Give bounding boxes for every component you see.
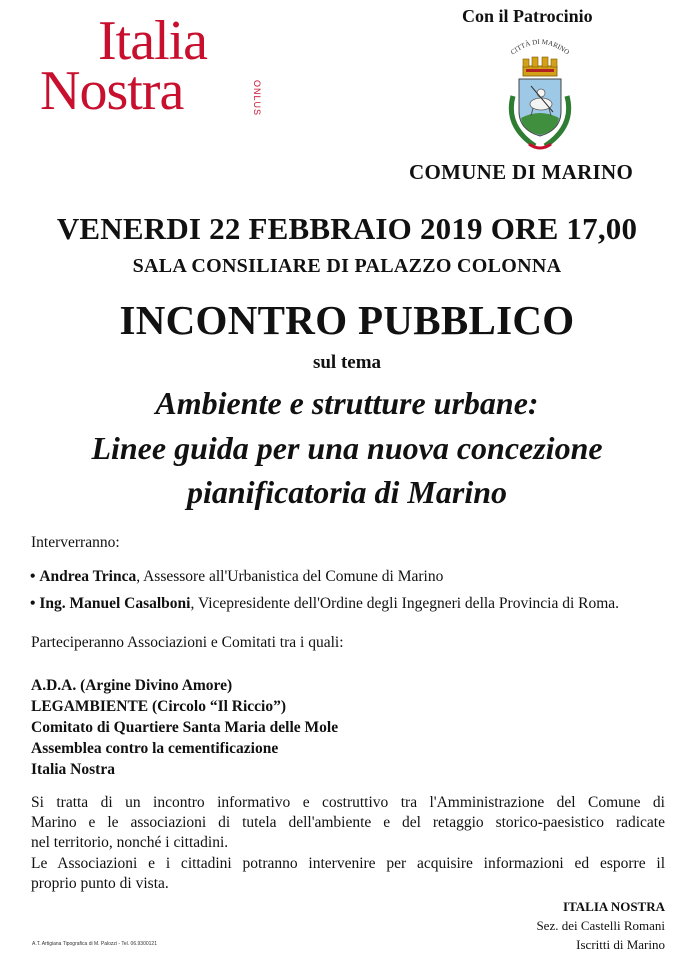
speakers-heading: Interverranno: (31, 534, 120, 551)
association-item: LEGAMBIENTE (Circolo “Il Riccio”) (31, 698, 287, 715)
signature-section: Sez. dei Castelli Romani (536, 918, 665, 933)
event-date: VENERDI 22 FEBBRAIO 2019 ORE 17,00 (56, 211, 638, 246)
signature-org: ITALIA NOSTRA (563, 899, 665, 914)
crown-icon (523, 57, 557, 76)
description-line: Si tratta di un incontro informativo e costruttivo tra l'Amministrazione del Comune di (31, 794, 665, 811)
patronage-label: Con il Patrocinio (462, 6, 593, 26)
event-theme-line-2: Linee guida per una nuova concezione (91, 430, 603, 466)
signature-members: Iscritti di Marino (576, 937, 665, 952)
bullet: • (30, 568, 36, 585)
bullet: • (30, 595, 36, 612)
event-subtitle: sul tema (312, 352, 382, 373)
event-theme-line-3: pianificatoria di Marino (186, 474, 508, 510)
association-item: A.D.A. (Argine Divino Amore) (31, 677, 233, 694)
comune-marino-crest (495, 36, 585, 158)
description-paragraph-2 (31, 854, 665, 894)
speaker-name: Ing. Manuel Casalboni (39, 595, 191, 612)
logo-word-italia: Italia (98, 10, 208, 72)
speaker-role: , Assessore all'Urbanistica del Comune di Marino (136, 568, 444, 585)
speaker-name: Andrea Trinca (39, 568, 137, 585)
event-venue: SALA CONSILIARE DI PALAZZO COLONNA (132, 255, 562, 277)
printer-note: A.T. Artigiana Tipografica di M. Palozzi - Tel. 06.9300121 (32, 941, 157, 947)
description-paragraph-1 (31, 793, 665, 853)
shield-icon (519, 79, 561, 136)
logo-onlus-tag: ONLUS (252, 80, 262, 117)
comune-name: COMUNE DI MARINO (409, 160, 634, 184)
description-line: Le Associazioni e i cittadini potranno intervenire per acquisire informazioni ed esporre il (31, 855, 665, 872)
association-item: Assemblea contro la cementificazione (31, 740, 279, 757)
association-item: Comitato di Quartiere Santa Maria delle Mole (31, 719, 339, 736)
logo-word-nostra: Nostra (40, 60, 184, 122)
event-title: INCONTRO PUBBLICO (119, 297, 575, 343)
crest-arc-text: CITTÀ DI MARINO (509, 37, 571, 57)
speaker-role: , Vicepresidente dell'Ordine degli Ingegneri della Provincia di Roma. (190, 595, 620, 612)
speaker-item (30, 595, 619, 613)
description-line: Marino e le associazioni di tutela dell'ambiente e del retaggio storico-paesistico radicate (31, 814, 665, 831)
associations-intro: Parteciperanno Associazioni e Comitati tra i quali: (31, 634, 344, 651)
description-line: nel territorio, nonché i cittadini. (31, 834, 229, 851)
association-item: Italia Nostra (31, 761, 115, 778)
event-theme-line-1: Ambiente e strutture urbane: (155, 385, 539, 421)
description-line: proprio punto di vista. (31, 875, 169, 892)
speaker-item (30, 568, 443, 586)
